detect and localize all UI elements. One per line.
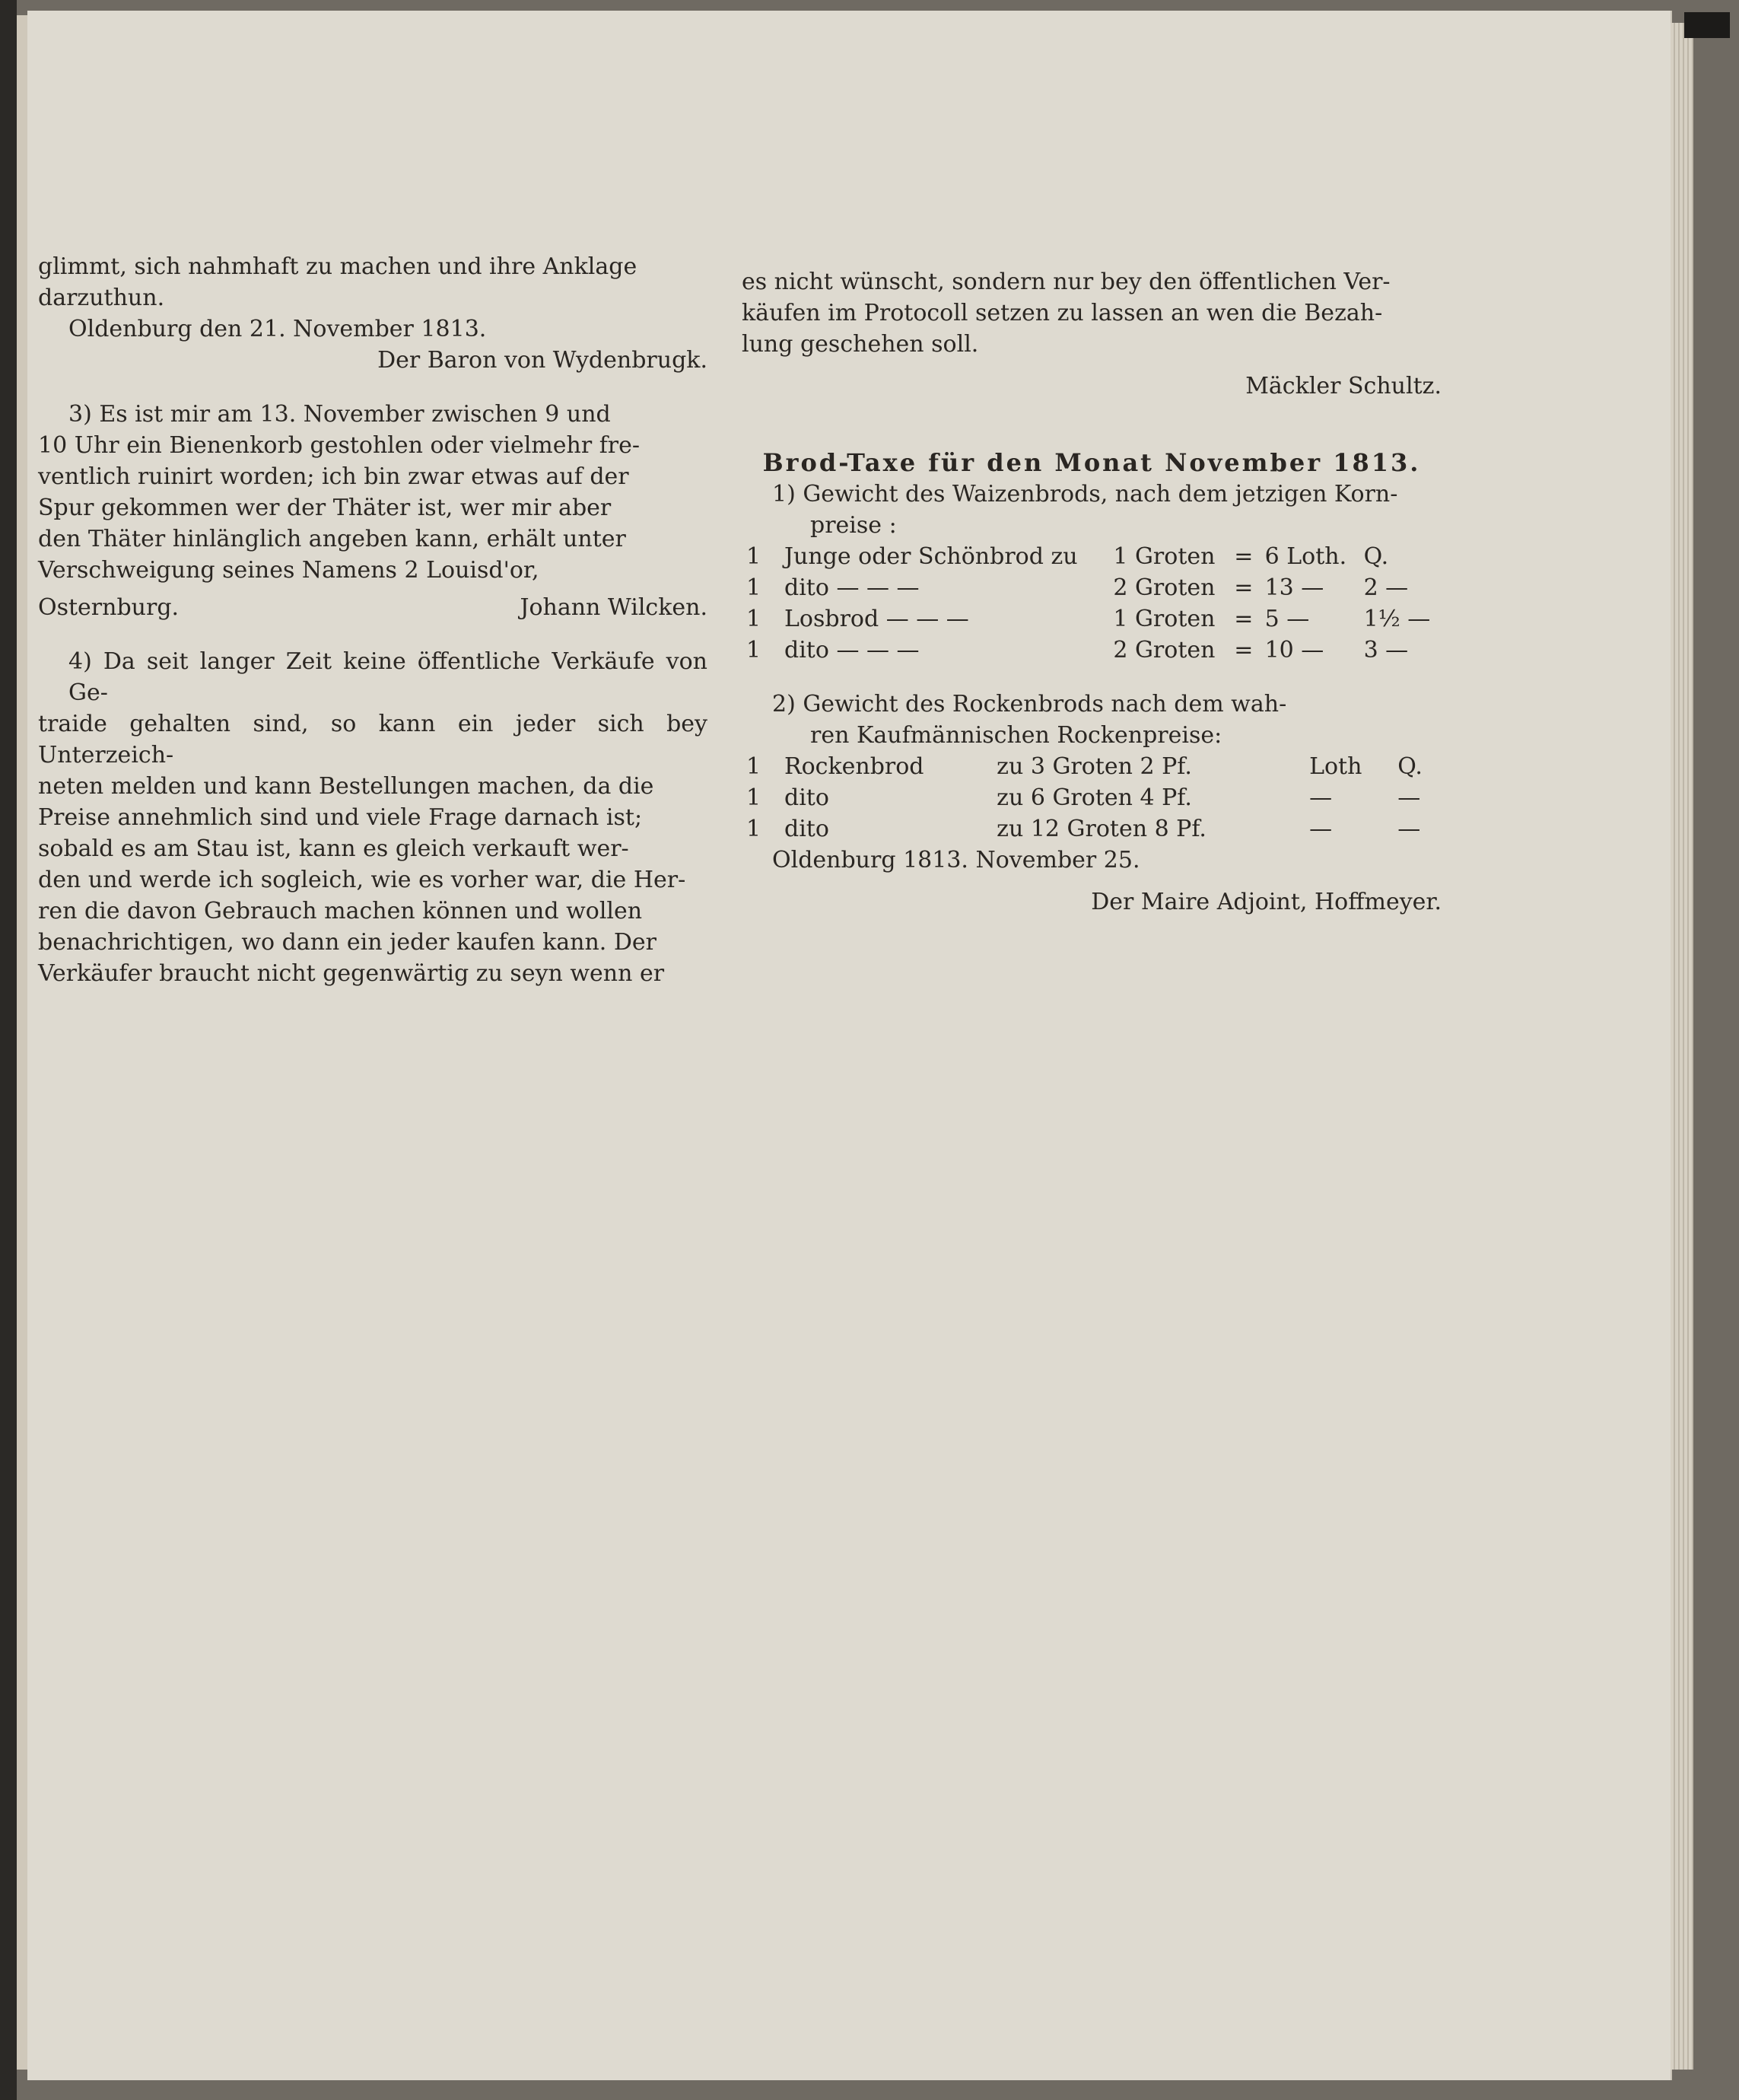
continuation-paragraph bbox=[742, 266, 1442, 402]
item-cell: dito bbox=[784, 816, 829, 842]
loth-cell: 10 — bbox=[1264, 637, 1324, 663]
text-line: es nicht wünscht, sondern nur bey den öffentlichen Ver- bbox=[742, 269, 1391, 295]
table-row bbox=[742, 572, 1442, 603]
table-row bbox=[742, 751, 1442, 782]
eq-cell: = bbox=[1234, 637, 1254, 663]
q-cell: Q. bbox=[1363, 543, 1389, 570]
subsection-heading-cont: preise : bbox=[810, 512, 897, 539]
loth-cell: — bbox=[1309, 816, 1333, 842]
qty-cell: 1 bbox=[746, 606, 761, 632]
qty-cell: 1 bbox=[746, 543, 761, 570]
bread-tax-section bbox=[742, 447, 1442, 918]
place-name: Osternburg. bbox=[38, 594, 180, 621]
eq-cell: = bbox=[1234, 574, 1254, 601]
q-cell: 3 — bbox=[1363, 637, 1409, 663]
loth-cell: — bbox=[1309, 784, 1333, 811]
price-cell: 2 Groten bbox=[1113, 637, 1216, 663]
item-cell: Losbrod — — — bbox=[784, 606, 969, 632]
q-cell: — bbox=[1397, 816, 1421, 842]
signature: Johann Wilcken. bbox=[520, 594, 707, 621]
signature: Mäckler Schultz. bbox=[1245, 373, 1442, 399]
loth-cell: Loth bbox=[1309, 753, 1362, 780]
loth-cell: 6 Loth. bbox=[1264, 543, 1347, 570]
table-row bbox=[742, 635, 1442, 666]
item-cell: dito bbox=[784, 784, 829, 811]
notice-3 bbox=[38, 399, 707, 623]
signature: Der Maire Adjoint, Hoffmeyer. bbox=[1091, 889, 1442, 915]
item-cell: dito — — — bbox=[784, 637, 920, 663]
qty-cell: 1 bbox=[746, 637, 761, 663]
date-line: Oldenburg 1813. November 25. bbox=[772, 847, 1140, 873]
section-title: Brod-Taxe für den Monat November 1813. bbox=[762, 448, 1421, 477]
notice-3-footer bbox=[38, 592, 707, 623]
left-column bbox=[38, 251, 707, 1012]
subsection-heading: 1) Gewicht des Waizenbrods, nach dem jetzigen Korn- bbox=[772, 481, 1398, 508]
item-cell: dito — — — bbox=[784, 574, 920, 601]
book-spine bbox=[0, 0, 17, 2100]
text-line: Spur gekommen wer der Thäter ist, wer mir aber bbox=[38, 495, 612, 521]
table-row bbox=[742, 603, 1442, 635]
text-line: den Thäter hinlänglich angeben kann, erhält unter bbox=[38, 526, 626, 552]
text-line: ren die davon Gebrauch machen können und wollen bbox=[38, 898, 643, 924]
wheat-bread-table bbox=[742, 541, 1442, 666]
q-cell: — bbox=[1397, 784, 1421, 811]
item-cell: Rockenbrod bbox=[784, 753, 924, 780]
table-row bbox=[742, 541, 1442, 572]
price-cell: 1 Groten bbox=[1113, 543, 1216, 570]
text-line: benachrichtigen, wo dann ein jeder kaufen kann. Der bbox=[38, 929, 657, 956]
intro-paragraph bbox=[38, 251, 707, 376]
eq-cell: = bbox=[1234, 543, 1254, 570]
signature: Der Baron von Wydenbrugk. bbox=[377, 347, 707, 374]
price-cell: 2 Groten bbox=[1113, 574, 1216, 601]
text-line: Verschweigung seines Namens 2 Louisd'or, bbox=[38, 557, 539, 584]
page-stack-edges bbox=[1671, 23, 1693, 2070]
eq-cell: = bbox=[1234, 606, 1254, 632]
text-line: Preise annehmlich sind und viele Frage darnach ist; bbox=[38, 804, 643, 831]
date-line: Oldenburg den 21. November 1813. bbox=[68, 316, 487, 342]
qty-cell: 1 bbox=[746, 816, 761, 842]
q-cell: Q. bbox=[1397, 753, 1423, 780]
price-cell: zu 3 Groten 2 Pf. bbox=[997, 753, 1192, 780]
table-row bbox=[742, 813, 1442, 845]
price-cell: 1 Groten bbox=[1113, 606, 1216, 632]
text-line: käufen im Protocoll setzen zu lassen an wen die Bezah- bbox=[742, 300, 1383, 326]
notice-4 bbox=[38, 646, 707, 989]
subsection-heading-cont: ren Kaufmännischen Rockenpreise: bbox=[810, 722, 1222, 749]
qty-cell: 1 bbox=[746, 784, 761, 811]
text-line: Verkäufer braucht nicht gegenwärtig zu seyn wenn er bbox=[38, 960, 665, 987]
right-column bbox=[742, 266, 1442, 918]
price-cell: zu 6 Groten 4 Pf. bbox=[997, 784, 1192, 811]
corner-tab bbox=[1684, 12, 1730, 38]
item-cell: Junge oder Schönbrod zu bbox=[784, 543, 1078, 570]
text-line: darzuthun. bbox=[38, 285, 165, 311]
text-line: glimmt, sich nahmhaft zu machen und ihre Anklage bbox=[38, 253, 637, 280]
qty-cell: 1 bbox=[746, 574, 761, 601]
loth-cell: 5 — bbox=[1264, 606, 1310, 632]
text-line: den und werde ich sogleich, wie es vorher war, die Her- bbox=[38, 867, 686, 893]
q-cell: 2 — bbox=[1363, 574, 1409, 601]
q-cell: 1½ — bbox=[1363, 606, 1431, 632]
text-line: 10 Uhr ein Bienenkorb gestohlen oder vielmehr fre- bbox=[38, 432, 641, 459]
text-line: ventlich ruinirt worden; ich bin zwar etwas auf der bbox=[38, 463, 629, 490]
loth-cell: 13 — bbox=[1264, 574, 1324, 601]
qty-cell: 1 bbox=[746, 753, 761, 780]
text-line: neten melden und kann Bestellungen machen, da die bbox=[38, 773, 654, 800]
text-line: lung geschehen soll. bbox=[742, 331, 979, 358]
price-cell: zu 12 Groten 8 Pf. bbox=[997, 816, 1206, 842]
text-line: sobald es am Stau ist, kann es gleich verkauft wer- bbox=[38, 835, 629, 862]
subsection-heading: 2) Gewicht des Rockenbrods nach dem wah- bbox=[772, 691, 1287, 718]
text-line: traide gehalten sind, so kann ein jeder sich bey Unterzeich- bbox=[38, 711, 707, 768]
text-line: 4) Da seit langer Zeit keine öffentliche Verkäufe von Ge- bbox=[68, 648, 707, 706]
rye-bread-table bbox=[742, 751, 1442, 845]
table-row bbox=[742, 782, 1442, 813]
text-line: 3) Es ist mir am 13. November zwischen 9 und bbox=[68, 401, 611, 428]
